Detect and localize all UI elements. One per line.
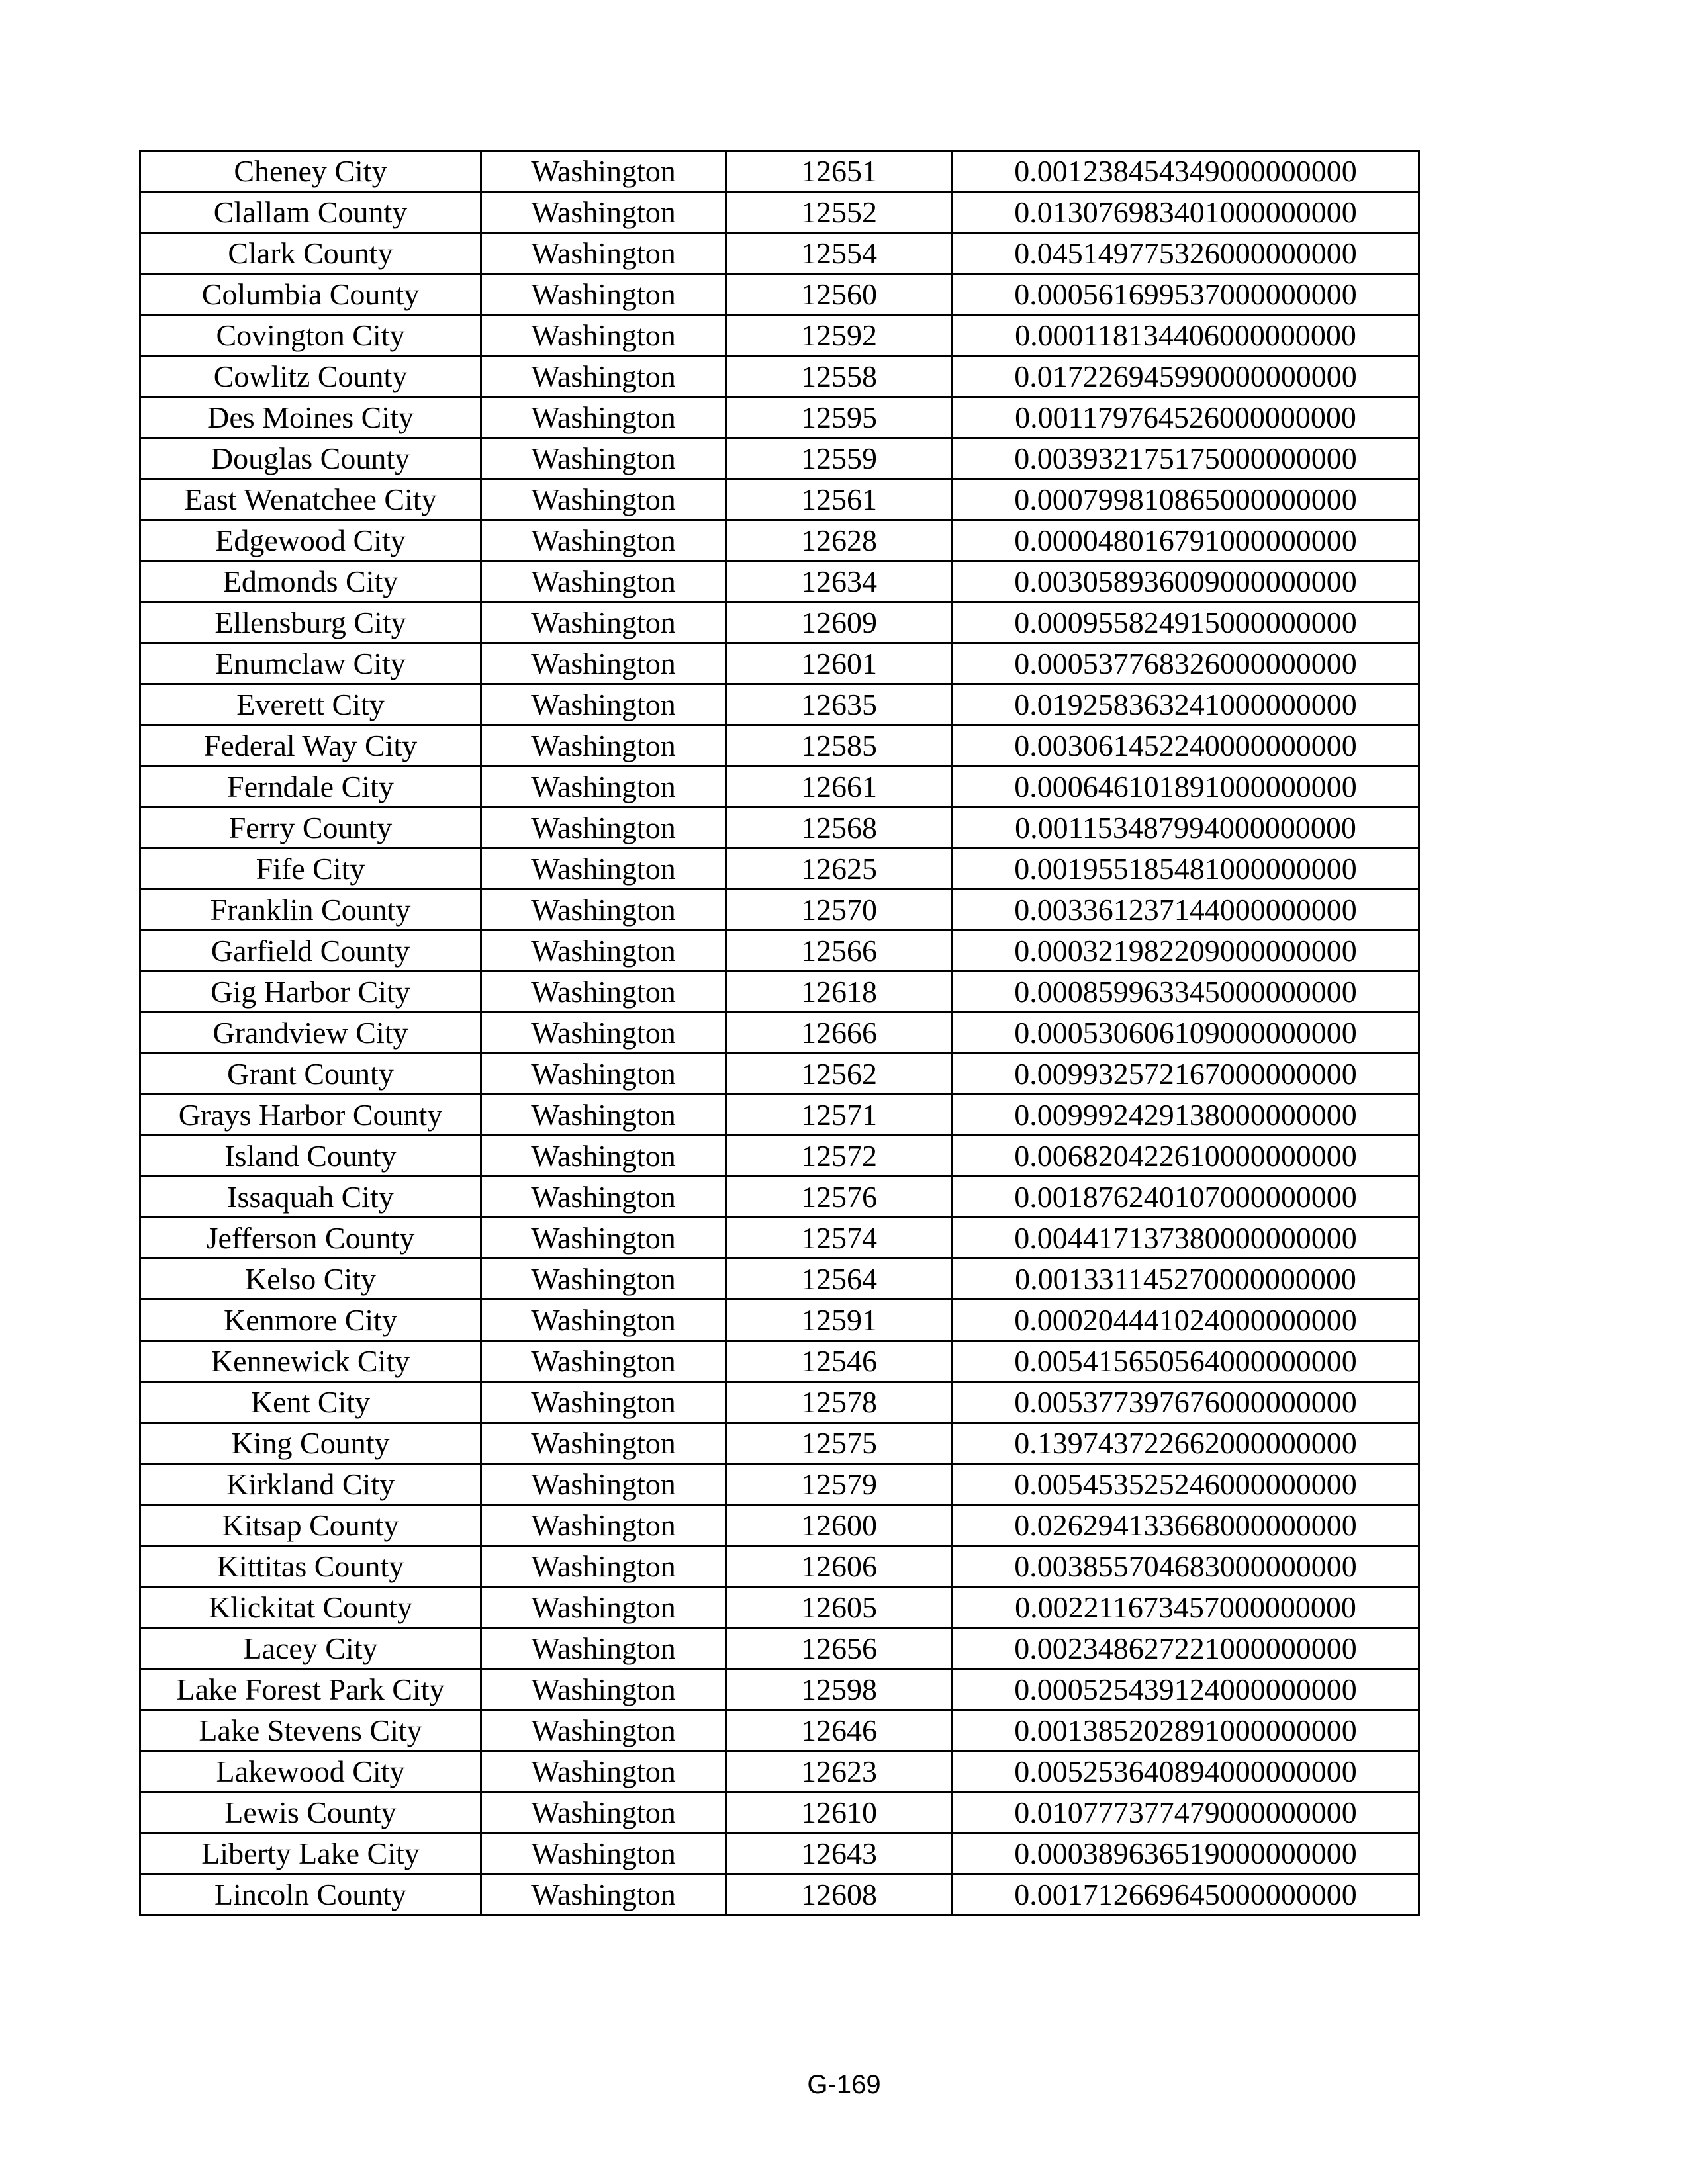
- jurisdiction-cell: Edgewood City: [140, 520, 481, 561]
- id-cell: 12570: [726, 889, 953, 931]
- jurisdiction-cell: Grays Harbor County: [140, 1095, 481, 1136]
- percentage-cell: 0.000955824915000000000: [953, 602, 1419, 643]
- percentage-cell: 0.009992429138000000000: [953, 1095, 1419, 1136]
- jurisdiction-cell: Kirkland City: [140, 1464, 481, 1505]
- table-row: [140, 1136, 1419, 1177]
- state-cell: Washington: [481, 1669, 726, 1710]
- table-row: [140, 192, 1419, 233]
- table-row: [140, 848, 1419, 889]
- table-row: [140, 397, 1419, 438]
- id-cell: 12656: [726, 1628, 953, 1669]
- table-row: [140, 1423, 1419, 1464]
- id-cell: 12666: [726, 1013, 953, 1054]
- state-cell: Washington: [481, 1136, 726, 1177]
- table-row: [140, 1218, 1419, 1259]
- table-row: [140, 1464, 1419, 1505]
- percentage-cell: 0.005453525246000000000: [953, 1464, 1419, 1505]
- table-row: [140, 1095, 1419, 1136]
- table-row: [140, 315, 1419, 356]
- state-cell: Washington: [481, 315, 726, 356]
- jurisdiction-cell: Lakewood City: [140, 1751, 481, 1792]
- table-row: [140, 1177, 1419, 1218]
- percentage-cell: 0.000204441024000000000: [953, 1300, 1419, 1341]
- table-row: [140, 725, 1419, 766]
- percentage-cell: 0.002348627221000000000: [953, 1628, 1419, 1669]
- jurisdiction-cell: Grant County: [140, 1054, 481, 1095]
- state-cell: Washington: [481, 1792, 726, 1833]
- jurisdiction-cell: Clark County: [140, 233, 481, 274]
- percentage-cell: 0.010777377479000000000: [953, 1792, 1419, 1833]
- jurisdiction-cell: Kittitas County: [140, 1546, 481, 1587]
- table-row: [140, 1710, 1419, 1751]
- table-row: [140, 1013, 1419, 1054]
- id-cell: 12568: [726, 807, 953, 848]
- percentage-cell: 0.017226945990000000000: [953, 356, 1419, 397]
- state-cell: Washington: [481, 520, 726, 561]
- jurisdiction-cell: Columbia County: [140, 274, 481, 315]
- table-row: [140, 356, 1419, 397]
- percentage-cell: 0.000799810865000000000: [953, 479, 1419, 520]
- state-cell: Washington: [481, 931, 726, 972]
- jurisdiction-cell: Douglas County: [140, 438, 481, 479]
- jurisdiction-cell: Island County: [140, 1136, 481, 1177]
- percentage-cell: 0.019258363241000000000: [953, 684, 1419, 725]
- state-cell: Washington: [481, 438, 726, 479]
- percentage-cell: 0.000048016791000000000: [953, 520, 1419, 561]
- table-row: [140, 1833, 1419, 1874]
- table-row: [140, 438, 1419, 479]
- id-cell: 12646: [726, 1710, 953, 1751]
- jurisdiction-cell: Cheney City: [140, 151, 481, 192]
- table-row: [140, 1341, 1419, 1382]
- state-cell: Washington: [481, 1874, 726, 1915]
- allocation-table: [139, 150, 1420, 1916]
- id-cell: 12554: [726, 233, 953, 274]
- jurisdiction-cell: Federal Way City: [140, 725, 481, 766]
- jurisdiction-cell: Kenmore City: [140, 1300, 481, 1341]
- id-cell: 12601: [726, 643, 953, 684]
- id-cell: 12661: [726, 766, 953, 807]
- state-cell: Washington: [481, 1382, 726, 1423]
- state-cell: Washington: [481, 274, 726, 315]
- id-cell: 12558: [726, 356, 953, 397]
- jurisdiction-cell: Kent City: [140, 1382, 481, 1423]
- id-cell: 12561: [726, 479, 953, 520]
- id-cell: 12623: [726, 1751, 953, 1792]
- jurisdiction-cell: Franklin County: [140, 889, 481, 931]
- id-cell: 12600: [726, 1505, 953, 1546]
- table-row: [140, 274, 1419, 315]
- table-row: [140, 1874, 1419, 1915]
- percentage-cell: 0.000118134406000000000: [953, 315, 1419, 356]
- jurisdiction-cell: Clallam County: [140, 192, 481, 233]
- jurisdiction-cell: Fife City: [140, 848, 481, 889]
- table-row: [140, 1505, 1419, 1546]
- percentage-cell: 0.000321982209000000000: [953, 931, 1419, 972]
- table-row: [140, 1382, 1419, 1423]
- percentage-cell: 0.003932175175000000000: [953, 438, 1419, 479]
- table-row: [140, 972, 1419, 1013]
- percentage-cell: 0.002211673457000000000: [953, 1587, 1419, 1628]
- id-cell: 12585: [726, 725, 953, 766]
- state-cell: Washington: [481, 1464, 726, 1505]
- percentage-cell: 0.006820422610000000000: [953, 1136, 1419, 1177]
- jurisdiction-cell: Klickitat County: [140, 1587, 481, 1628]
- state-cell: Washington: [481, 1833, 726, 1874]
- state-cell: Washington: [481, 1628, 726, 1669]
- table-row: [140, 1587, 1419, 1628]
- jurisdiction-cell: King County: [140, 1423, 481, 1464]
- percentage-cell: 0.000530606109000000000: [953, 1013, 1419, 1054]
- table-row: [140, 766, 1419, 807]
- jurisdiction-cell: Garfield County: [140, 931, 481, 972]
- state-cell: Washington: [481, 151, 726, 192]
- state-cell: Washington: [481, 602, 726, 643]
- jurisdiction-cell: Issaquah City: [140, 1177, 481, 1218]
- state-cell: Washington: [481, 397, 726, 438]
- state-cell: Washington: [481, 1751, 726, 1792]
- id-cell: 12562: [726, 1054, 953, 1095]
- state-cell: Washington: [481, 233, 726, 274]
- id-cell: 12606: [726, 1546, 953, 1587]
- table-row: [140, 1628, 1419, 1669]
- jurisdiction-cell: East Wenatchee City: [140, 479, 481, 520]
- jurisdiction-cell: Lake Forest Park City: [140, 1669, 481, 1710]
- percentage-cell: 0.001876240107000000000: [953, 1177, 1419, 1218]
- table-body: [140, 151, 1419, 1915]
- percentage-cell: 0.001331145270000000000: [953, 1259, 1419, 1300]
- percentage-cell: 0.001179764526000000000: [953, 397, 1419, 438]
- state-cell: Washington: [481, 561, 726, 602]
- state-cell: Washington: [481, 1300, 726, 1341]
- jurisdiction-cell: Ferry County: [140, 807, 481, 848]
- id-cell: 12618: [726, 972, 953, 1013]
- jurisdiction-cell: Lewis County: [140, 1792, 481, 1833]
- table-row: [140, 931, 1419, 972]
- percentage-cell: 0.026294133668000000000: [953, 1505, 1419, 1546]
- id-cell: 12566: [726, 931, 953, 972]
- percentage-cell: 0.001385202891000000000: [953, 1710, 1419, 1751]
- table-row: [140, 520, 1419, 561]
- jurisdiction-cell: Ferndale City: [140, 766, 481, 807]
- percentage-cell: 0.000646101891000000000: [953, 766, 1419, 807]
- percentage-cell: 0.005253640894000000000: [953, 1751, 1419, 1792]
- percentage-cell: 0.000389636519000000000: [953, 1833, 1419, 1874]
- percentage-cell: 0.003058936009000000000: [953, 561, 1419, 602]
- state-cell: Washington: [481, 1218, 726, 1259]
- id-cell: 12628: [726, 520, 953, 561]
- jurisdiction-cell: Jefferson County: [140, 1218, 481, 1259]
- state-cell: Washington: [481, 766, 726, 807]
- percentage-cell: 0.005415650564000000000: [953, 1341, 1419, 1382]
- id-cell: 12576: [726, 1177, 953, 1218]
- percentage-cell: 0.001153487994000000000: [953, 807, 1419, 848]
- table-row: [140, 233, 1419, 274]
- table-row: [140, 1054, 1419, 1095]
- id-cell: 12571: [726, 1095, 953, 1136]
- state-cell: Washington: [481, 643, 726, 684]
- state-cell: Washington: [481, 1505, 726, 1546]
- jurisdiction-cell: Kennewick City: [140, 1341, 481, 1382]
- jurisdiction-cell: Grandview City: [140, 1013, 481, 1054]
- id-cell: 12651: [726, 151, 953, 192]
- id-cell: 12635: [726, 684, 953, 725]
- percentage-cell: 0.045149775326000000000: [953, 233, 1419, 274]
- percentage-cell: 0.013076983401000000000: [953, 192, 1419, 233]
- jurisdiction-cell: Kelso City: [140, 1259, 481, 1300]
- state-cell: Washington: [481, 972, 726, 1013]
- table-row: [140, 889, 1419, 931]
- state-cell: Washington: [481, 356, 726, 397]
- state-cell: Washington: [481, 1341, 726, 1382]
- id-cell: 12592: [726, 315, 953, 356]
- table-row: [140, 602, 1419, 643]
- id-cell: 12634: [726, 561, 953, 602]
- table-row: [140, 1792, 1419, 1833]
- id-cell: 12564: [726, 1259, 953, 1300]
- state-cell: Washington: [481, 1013, 726, 1054]
- percentage-cell: 0.009932572167000000000: [953, 1054, 1419, 1095]
- table-row: [140, 1300, 1419, 1341]
- state-cell: Washington: [481, 1259, 726, 1300]
- id-cell: 12598: [726, 1669, 953, 1710]
- state-cell: Washington: [481, 1587, 726, 1628]
- page-number: G-169: [807, 2070, 881, 2099]
- state-cell: Washington: [481, 479, 726, 520]
- percentage-cell: 0.003855704683000000000: [953, 1546, 1419, 1587]
- percentage-cell: 0.139743722662000000000: [953, 1423, 1419, 1464]
- jurisdiction-cell: Liberty Lake City: [140, 1833, 481, 1874]
- table-row: [140, 1546, 1419, 1587]
- state-cell: Washington: [481, 1095, 726, 1136]
- table-row: [140, 1259, 1419, 1300]
- id-cell: 12546: [726, 1341, 953, 1382]
- percentage-cell: 0.000859963345000000000: [953, 972, 1419, 1013]
- jurisdiction-cell: Everett City: [140, 684, 481, 725]
- percentage-cell: 0.000525439124000000000: [953, 1669, 1419, 1710]
- table-row: [140, 561, 1419, 602]
- state-cell: Washington: [481, 889, 726, 931]
- id-cell: 12609: [726, 602, 953, 643]
- state-cell: Washington: [481, 1177, 726, 1218]
- id-cell: 12552: [726, 192, 953, 233]
- id-cell: 12578: [726, 1382, 953, 1423]
- state-cell: Washington: [481, 684, 726, 725]
- id-cell: 12591: [726, 1300, 953, 1341]
- id-cell: 12575: [726, 1423, 953, 1464]
- percentage-cell: 0.005377397676000000000: [953, 1382, 1419, 1423]
- state-cell: Washington: [481, 192, 726, 233]
- state-cell: Washington: [481, 725, 726, 766]
- table-row: [140, 807, 1419, 848]
- table-row: [140, 643, 1419, 684]
- table-row: [140, 1669, 1419, 1710]
- table-row: [140, 1751, 1419, 1792]
- id-cell: 12608: [726, 1874, 953, 1915]
- percentage-cell: 0.000561699537000000000: [953, 274, 1419, 315]
- jurisdiction-cell: Ellensburg City: [140, 602, 481, 643]
- jurisdiction-cell: Gig Harbor City: [140, 972, 481, 1013]
- jurisdiction-cell: Kitsap County: [140, 1505, 481, 1546]
- id-cell: 12560: [726, 274, 953, 315]
- jurisdiction-cell: Lacey City: [140, 1628, 481, 1669]
- percentage-cell: 0.001955185481000000000: [953, 848, 1419, 889]
- id-cell: 12574: [726, 1218, 953, 1259]
- id-cell: 12572: [726, 1136, 953, 1177]
- percentage-cell: 0.004417137380000000000: [953, 1218, 1419, 1259]
- id-cell: 12610: [726, 1792, 953, 1833]
- percentage-cell: 0.001238454349000000000: [953, 151, 1419, 192]
- state-cell: Washington: [481, 1546, 726, 1587]
- jurisdiction-cell: Enumclaw City: [140, 643, 481, 684]
- id-cell: 12605: [726, 1587, 953, 1628]
- percentage-cell: 0.001712669645000000000: [953, 1874, 1419, 1915]
- percentage-cell: 0.000537768326000000000: [953, 643, 1419, 684]
- id-cell: 12595: [726, 397, 953, 438]
- state-cell: Washington: [481, 848, 726, 889]
- id-cell: 12559: [726, 438, 953, 479]
- jurisdiction-cell: Covington City: [140, 315, 481, 356]
- table-row: [140, 684, 1419, 725]
- state-cell: Washington: [481, 1710, 726, 1751]
- table-row: [140, 151, 1419, 192]
- id-cell: 12643: [726, 1833, 953, 1874]
- id-cell: 12579: [726, 1464, 953, 1505]
- jurisdiction-cell: Edmonds City: [140, 561, 481, 602]
- jurisdiction-cell: Cowlitz County: [140, 356, 481, 397]
- state-cell: Washington: [481, 1423, 726, 1464]
- state-cell: Washington: [481, 807, 726, 848]
- state-cell: Washington: [481, 1054, 726, 1095]
- percentage-cell: 0.003361237144000000000: [953, 889, 1419, 931]
- percentage-cell: 0.003061452240000000000: [953, 725, 1419, 766]
- jurisdiction-cell: Des Moines City: [140, 397, 481, 438]
- table-row: [140, 479, 1419, 520]
- jurisdiction-cell: Lake Stevens City: [140, 1710, 481, 1751]
- jurisdiction-cell: Lincoln County: [140, 1874, 481, 1915]
- id-cell: 12625: [726, 848, 953, 889]
